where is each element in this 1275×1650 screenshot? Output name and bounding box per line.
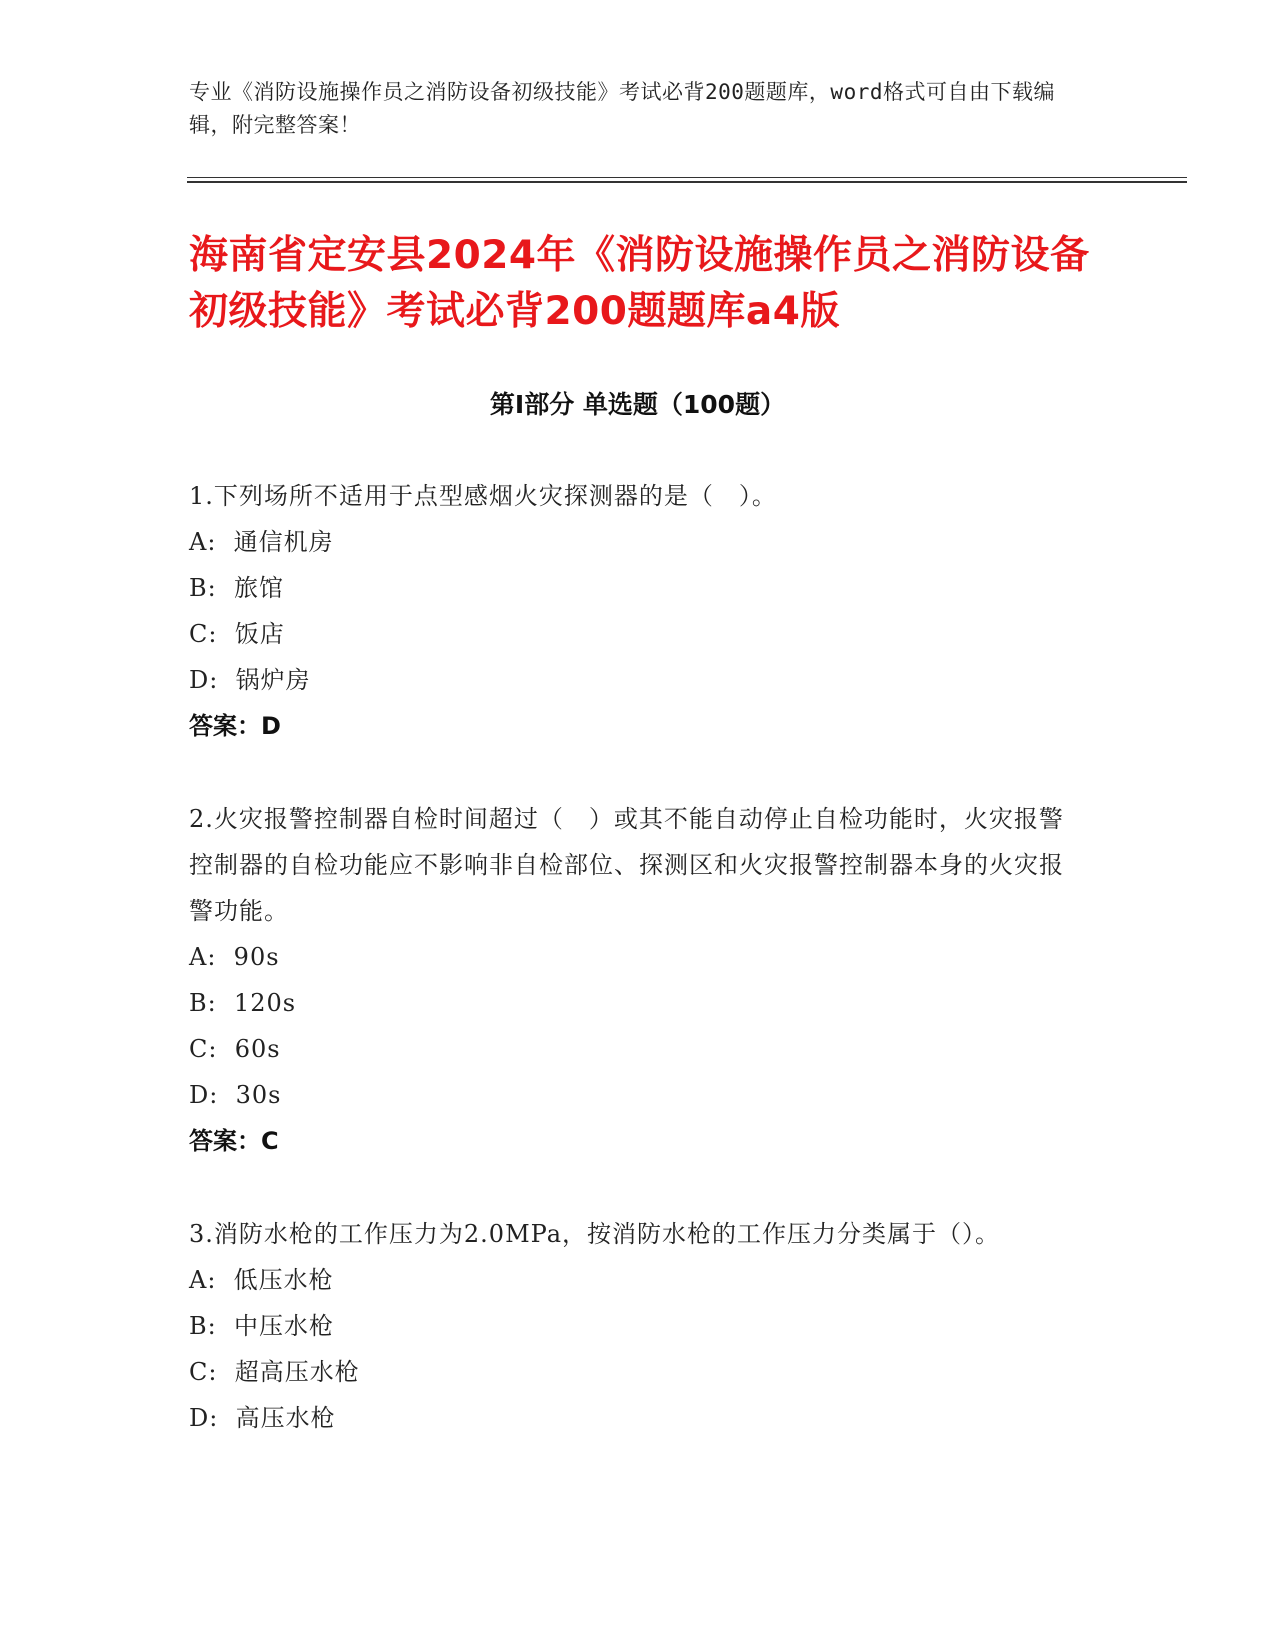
header-divider-thin xyxy=(187,177,1187,178)
option-d: D: 高压水枪 xyxy=(189,1404,336,1432)
answer: 答案：C xyxy=(189,1127,279,1155)
option-b: B: 中压水枪 xyxy=(189,1312,334,1340)
option-a: A: 低压水枪 xyxy=(189,1266,334,1294)
option-a: A: 90s xyxy=(189,943,280,971)
option-a: A: 通信机房 xyxy=(189,528,334,556)
header-divider-thick xyxy=(187,181,1187,183)
answer: 答案：D xyxy=(189,712,281,740)
option-d: D: 锅炉房 xyxy=(189,666,311,694)
option-b: B: 120s xyxy=(189,989,297,1017)
question-item xyxy=(189,473,1069,749)
question-item xyxy=(189,796,1069,1164)
option-c: C: 60s xyxy=(189,1035,281,1063)
option-c: C: 饭店 xyxy=(189,620,285,648)
option-d: D: 30s xyxy=(189,1081,282,1109)
question-text: 3.消防水枪的工作压力为2.0MPa，按消防水枪的工作压力分类属于（）。 xyxy=(189,1220,1001,1248)
question-item xyxy=(189,1211,1069,1441)
option-c: C: 超高压水枪 xyxy=(189,1358,360,1386)
option-b: B: 旅馆 xyxy=(189,574,284,602)
question-list xyxy=(189,473,1069,1488)
question-text: 1.下列场所不适用于点型感烟火灾探测器的是（ ）。 xyxy=(189,482,777,510)
header-note: 专业《消防设施操作员之消防设备初级技能》考试必背200题题库，word格式可自由下载编辑，附完整答案！ xyxy=(189,80,1055,137)
document-title: 海南省定安县2024年《消防设施操作员之消防设备初级技能》考试必背200题题库a4版 xyxy=(189,233,1090,334)
section-heading: 第Ⅰ部分 单选题（100题） xyxy=(489,390,786,419)
question-text: 2.火灾报警控制器自检时间超过（ ）或其不能自动停止自检功能时，火灾报警控制器的自检功能应不影响非自检部位、探测区和火灾报警控制器本身的火灾报警功能。 xyxy=(189,805,1064,925)
